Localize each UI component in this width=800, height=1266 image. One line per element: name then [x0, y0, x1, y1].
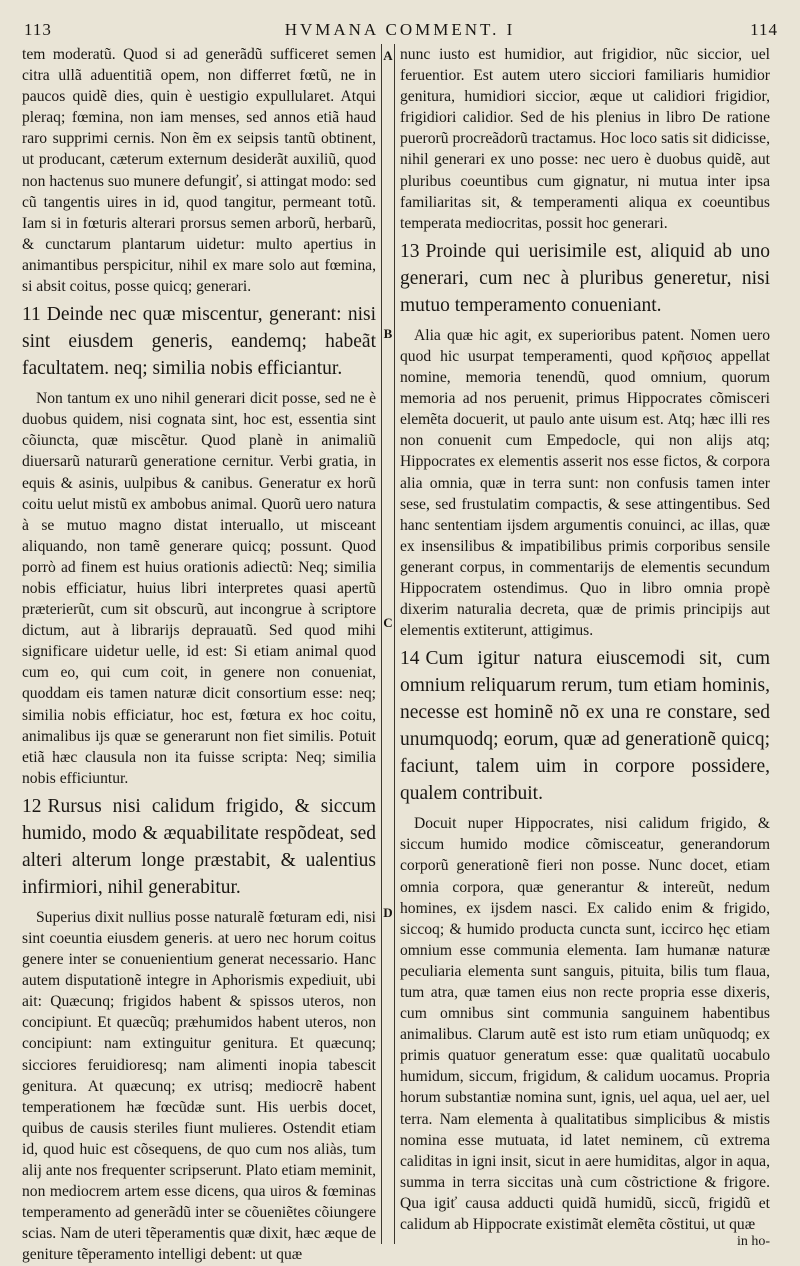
- margin-marker-b: B: [383, 326, 393, 341]
- right-column: [400, 44, 770, 1240]
- catchword: in ho-: [736, 1234, 770, 1249]
- margin-marker-c: C: [383, 615, 393, 630]
- aphorism-number: 11: [22, 304, 41, 326]
- commentary-paragraph: Alia quæ hic agit, ex superioribus patent. Nomen uero quod hic usurpat temperamenti, quod κρῆσιος appellat nomine, memoria tenendũ, quod omnium, quorum memoria ad nos peruenit, primus Hippocrates cõmisceri elemẽta docuerit, ut paulo ante uisum est. Atq; hæc illi res non conuenit cum Empedocle, qui non alijs atq; Hippocrates ex elementis asserit nos esse fictos, & corpora alia omnia, quæ in terra sunt: non confusis tamen inter sese, sed frustulatim compactis, & sese attingentibus. Sed hanc sententiam ijsdem argumentis conuinci, ac illas, quæ ex insensilibus & impatibilibus primis corporibus sensile generant corpus, in commentarijs de elementis secundum Hippocratem ostendimus. Quo in libro omnia propè dixerim naturalia decreta, quæ de primis principijs aut elementis extiterunt, attigimus.: [400, 326, 770, 640]
- column-rule-left: [381, 44, 382, 1244]
- aphorism-text: Cum igitur natura eiuscemodi sit, cum omnium reliquarum rerum, tum etiam hominis, necesse est hominẽ nõ ex una re constare, sed unumquodq; eorum, quæ ad generationẽ quicq; faciunt, talem uim in corpore possidere, qualem contribuit.: [400, 648, 770, 805]
- column-rule-right: [394, 44, 395, 1244]
- left-column: [22, 44, 376, 1264]
- aphorism-paragraph: [22, 793, 376, 901]
- running-title: HVMANA COMMENT. I: [284, 20, 516, 39]
- commentary-paragraph: Superius dixit nullius posse naturalẽ fœturam edi, nisi sint coeuntia eiusdem generis. at uero nec horum coitus genere inter se conuenientium generat necessario. Hanc autem disputationẽ integre in Aphorismis expediuit, ubi ait: Quæcunq; frigidos habent & spissos uteros, non concipiunt. Et quæcũq; præhumidos habent uteros, non concipiunt: nam extinguitur genitura. Et quæcunq; sicciores feruidioresq; nam alimenti inopia tabescit genitura. At quæcunq; ex utrisq; mediocrẽ habent temperationem hæ fœcũdæ sunt. His uerbis docet, quibus de causis steriles fiunt mulieres. Ostendit etiam id, quod huic est cõsequens, de quo cum nos aliàs, tum alij ante nos frequenter scripserunt. Plato etiam meminit, non mediocrem artem esse dicens, qua uiros & fœminas temperamento ad generãdũ inter se cõueniẽtes cõiungere scias. Nam de uteri tẽperamentis quæ dixit, hæc æque de geniture tẽperamento intelligi debent: ut quæ: [22, 908, 376, 1264]
- commentary-paragraph: Non tantum ex uno nihil generari dicit posse, sed ne è duobus quidem, nisi cognata sint, hoc est, essentia sint cõiuncta, quæ miscẽtur. Quod planè in animaliũ diuersarũ naturarũ generatione cernitur. Verbi gratia, in equis & asinis, uulpibus & canibus. Generatur ex horũ coitu uelut mistũ ex ambobus animal. Quorũ uero natura à se mutuo magno distat interuallo, ut misceant aliquando, non tamẽ generare quicq; possunt. Quod porrò ad finem est huius orationis adiectũ: Neq; similia nobis efficiatur, huius libri interpretes quasi apertũ præterierũt, cum sit obscurũ, aut incongrue à scriptore dictum, aut à librarijs deprauatũ. Sed quod mihi significare uidetur uelle, id est: Si etiam animal quod cum eo, qui cum coit, in genere non conueniat, quoddam eis tamen naturæ dicit consortium esse: neq; similia nobis efficiatur, hoc est, fœtura ex hoc coitu, animalibus ijs quæ se generarunt non fiet similis. Potuit etiã hæc clausula non ita fuisse scripta: Neq; similia nobis efficiuntur.: [22, 390, 376, 787]
- aphorism-paragraph: [400, 238, 770, 319]
- margin-marker-a: A: [383, 48, 393, 63]
- aphorism-number: 13: [400, 240, 420, 262]
- page-number-left: 113: [24, 20, 52, 39]
- aphorism-paragraph: [22, 301, 376, 382]
- aphorism-text: Deinde nec quæ miscentur, generant: nisi sint eiusdem generis, eandemq; habeãt facultatem. neq; similia nobis efficiantur.: [22, 304, 376, 380]
- commentary-paragraph: Docuit nuper Hippocrates, nisi calidum frigido, & siccum humido modice cõmisceatur, generandorum corporũ generationẽ fieri non posse. Nunc docet, etiam omnia corpora, quæ generantur & intereũt, nedum homines, ex ijsdem nasci. Ex calido enim & frigido, siccoq; & humido producta cuncta sunt, iccirco hęc etiam omnium esse communia elementa. Iam humanæ naturæ peculiaria elementa sunt sanguis, pituita, bilis tum flaua, tum atra, quæ tamen eius non recte propria esse dixeris, cum omnibus sint communia sanguinem habentibus animalibus. Clarum autẽ est isto rum etiam unũquodq; ex primis quatuor generatum esse: quæ qualitatũ uocabulo humidum, siccum, frigidum, & calidum uocamus. Propria horum substantiæ nomina sunt, ignis, uel aqua, uel aer, uel terra. Nam elementa à qualitatibus simplicibus & mistis nomina esse mutuata, id latet neminem, cũ extrema caliditas in igni insit, sicut in aere humiditas, algor in aqua, summa in terra siccitas unà cum cõstrictione & frigore. Qua igiť causa adducti quidã humidũ, siccũ, frigidũ et calidum ab Hippocrate existimãt elemẽta cõstitui, ut quæ: [400, 815, 770, 1234]
- aphorism-number: 14: [400, 648, 420, 670]
- margin-marker-d: D: [383, 905, 393, 920]
- page-number-right: 114: [750, 20, 778, 39]
- commentary-paragraph: nunc iusto est humidior, aut frigidior, nũc siccior, uel feruentior. Est autem utero sicciori familiaris humidior genitura, humidiori siccior, æque ut calidiori frigidior, frigidiori calidior. Sed de his plenius in libro De ratione puerorũ procreãdorũ tractamus. Hoc loco satis sit didicisse, nihil generari ex uno posse: nec uero è duobus quidẽ, aut pluribus coeuntibus cum gignatur, ni mutua inter ipsa familiaritas sit, & temperamenti aliqua ex coeuntibus temperata mediocritas, possit hoc generari.: [400, 46, 770, 232]
- aphorism-number: 12: [22, 795, 42, 817]
- aphorism-paragraph: [400, 645, 770, 807]
- commentary-paragraph: tem moderatũ. Quod si ad generãdũ sufficeret semen citra ullã aduentitiã opem, non differret fœtũ, ne in paucos quidẽ dies, quin è uestigio expullularet. Atqui pleraq; fœmina, non iam menses, sed annos etiã haud raro supprimi cernis. Non ẽm ex seipsis tantũ obtinent, ut producant, cæterum externum desiderãt auxiliũ, quod non hactenus suo munere defungiť, si attingat modo: sed cũ tangentis uires in id, quod tangitur, permeant totũ. Iam si in fœturis alterari prorsus semen arborũ, herbarũ, & cunctarum plantarum uidetur: multo apertius in animantibus perspicitur, nihil ex mare solo aut fœmina, si absit coitus, posse quicq; generari.: [22, 46, 376, 296]
- running-header: [14, 20, 786, 46]
- aphorism-text: Rursus nisi calidum frigido, & siccum humido, modo & æquabilitate respõdeat, sed alteri alterum longe præstabit, & ualentius infirmiori, nihil generabitur.: [22, 795, 376, 898]
- aphorism-text: Proinde qui uerisimile est, aliquid ab uno generari, cum nec à pluribus generetur, nisi mutuo temperamento conueniant.: [400, 240, 770, 316]
